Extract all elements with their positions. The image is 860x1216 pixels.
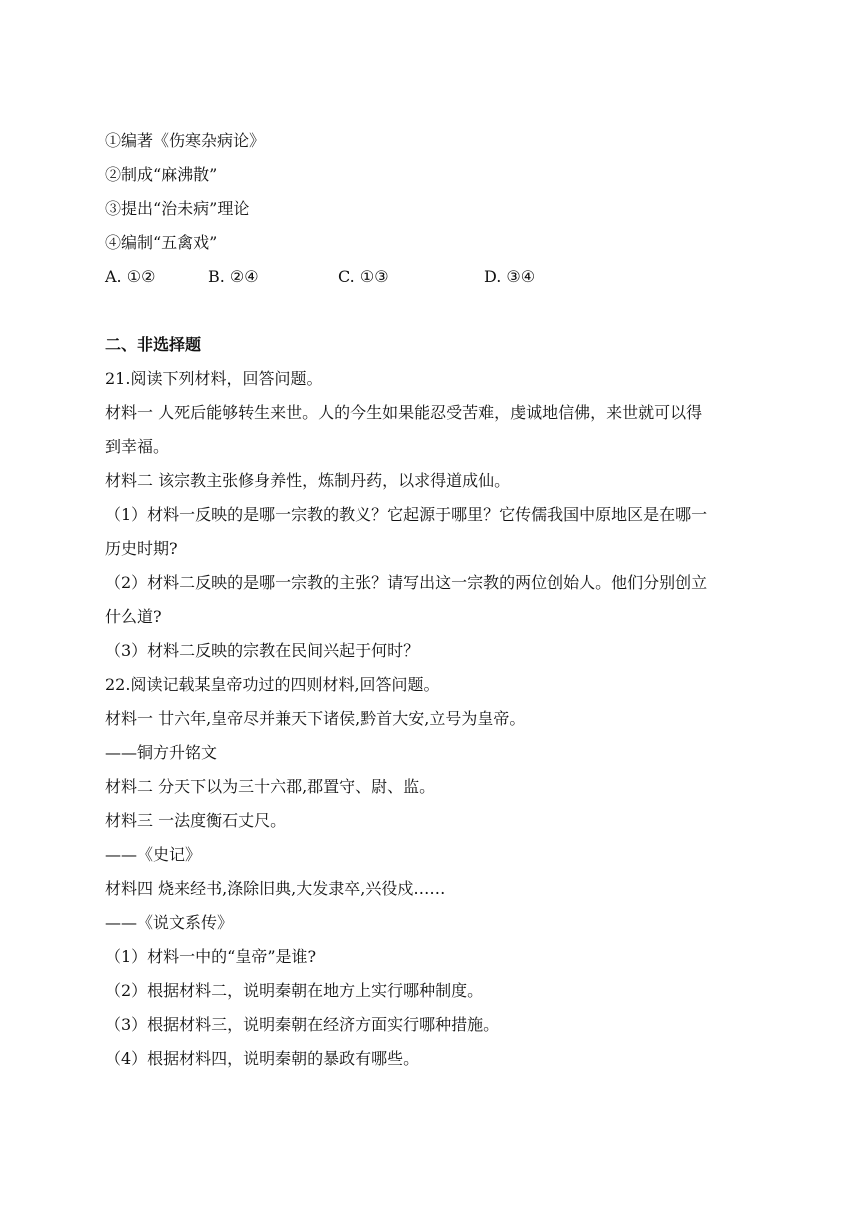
q21-sub2-line2: 什么道?	[105, 607, 162, 626]
q20-item-2: ②制成“麻沸散”	[105, 165, 218, 184]
q22-sub3: （3）根据材料三，说明秦朝在经济方面实行哪种措施。	[105, 1015, 500, 1034]
q20-item-3: ③提出“治未病”理论	[105, 199, 250, 218]
q21-material1-line1: 材料一 人死后能够转生来世。人的今生如果能忍受苦难，虔诚地信佛，来世就可以得	[105, 403, 703, 422]
q21-sub1-line1: （1）材料一反映的是哪一宗教的教义？它起源于哪里？它传儒我国中原地区是在哪一	[105, 505, 708, 524]
q22-source4: ——《说文系传》	[105, 913, 234, 932]
q21-sub2-line1: （2）材料二反映的是哪一宗教的主张？请写出这一宗教的两位创始人。他们分别创立	[105, 573, 708, 592]
q22-stem: 22.阅读记载某皇帝功过的四则材料,回答问题。	[105, 675, 440, 694]
q22-source3: ——《史记》	[105, 845, 202, 864]
option-b: B. ②④	[208, 267, 259, 286]
q22-sub2: （2）根据材料二，说明秦朝在地方上实行哪种制度。	[105, 981, 484, 1000]
q22-material4: 材料四 烧来经书,涤除旧典,大发隶卒,兴役戍……	[105, 879, 446, 898]
q22-sub4: （4）根据材料四，说明秦朝的暴政有哪些。	[105, 1049, 420, 1068]
q22-sub1: （1）材料一中的“皇帝”是谁?	[105, 947, 317, 966]
q22-material1: 材料一 廿六年,皇帝尽并兼天下诸侯,黔首大安,立号为皇帝。	[105, 709, 526, 728]
option-c: C. ①③	[338, 267, 389, 286]
q21-stem: 21.阅读下列材料，回答问题。	[105, 369, 323, 388]
q21-sub3: （3）材料二反映的宗教在民间兴起于何时？	[105, 641, 420, 660]
q20-item-1: ①编著《伤寒杂病论》	[105, 131, 266, 150]
q22-material2: 材料二 分天下以为三十六郡,郡置守、尉、监。	[105, 777, 436, 796]
q22-source1: ——铜方升铭文	[105, 743, 218, 762]
option-a: A. ①②	[105, 267, 156, 286]
q21-sub1-line2: 历史时期?	[105, 539, 178, 558]
q21-material1-line2: 到幸福。	[105, 437, 170, 456]
section-title: 二、非选择题	[105, 335, 202, 354]
q20-item-4: ④编制“五禽戏”	[105, 233, 218, 252]
option-d: D. ③④	[484, 267, 536, 286]
q21-material2: 材料二 该宗教主张修身养性，炼制丹药，以求得道成仙。	[105, 471, 511, 490]
q22-material3: 材料三 一法度衡石丈尺。	[105, 811, 287, 830]
